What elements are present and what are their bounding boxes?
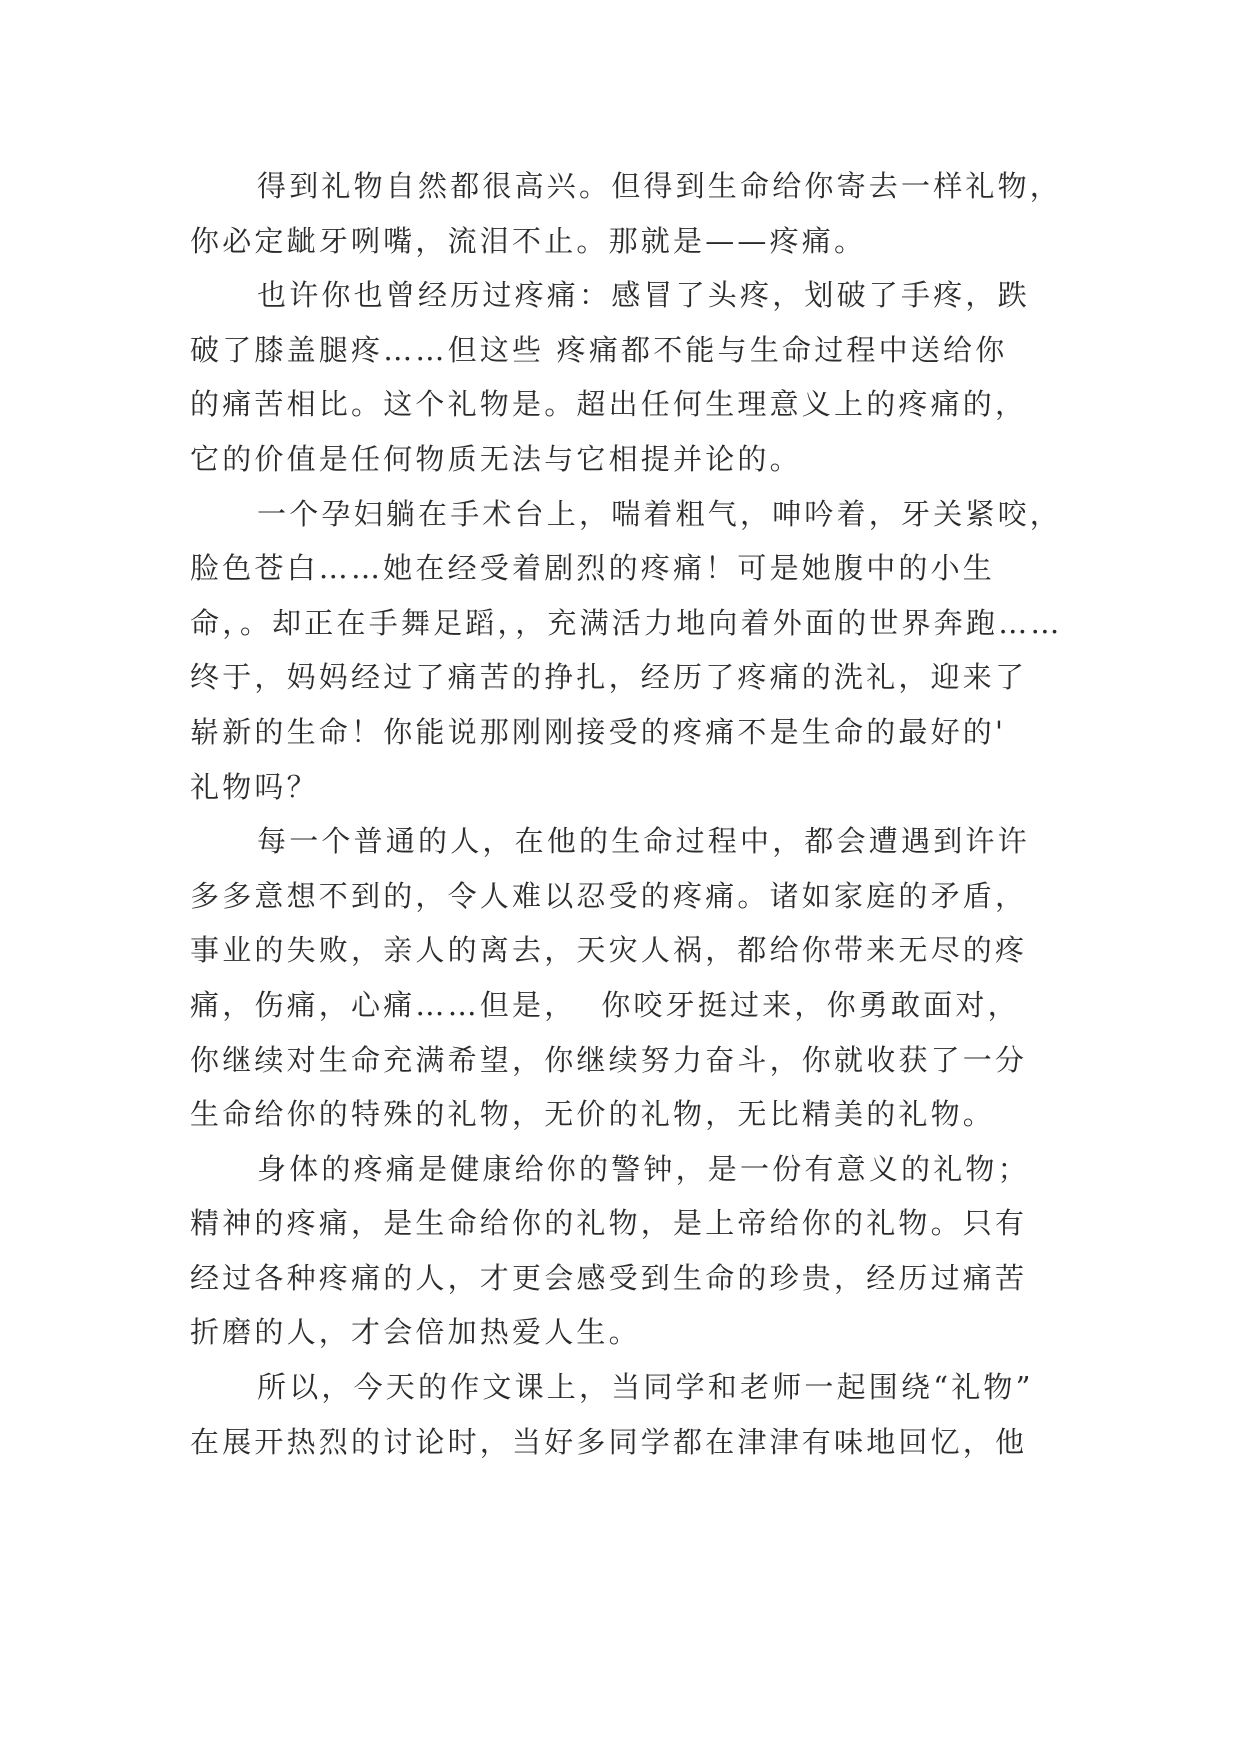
text-line: 它的价值是任何物质无法与它相提并论的。 xyxy=(190,441,802,476)
text-line: 崭新的生命！你能说那刚刚接受的疼痛不是生命的最好的' xyxy=(190,714,1007,749)
text-line: 身体的疼痛是健康给你的警钟，是一份有意义的礼物； xyxy=(257,1151,1030,1186)
text-line: 在展开热烈的讨论时，当好多同学都在津津有味地回忆，他 xyxy=(190,1424,1028,1459)
text-line: 一个孕妇躺在手术台上，喘着粗气，呻吟着，牙关紧咬， xyxy=(257,496,1063,531)
text-line: 也许你也曾经历过疼痛：感冒了头疼，划破了手疼，跌 xyxy=(257,278,1030,313)
text-line: 终于，妈妈经过了痛苦的挣扎，经历了疼痛的洗礼，迎来了 xyxy=(190,660,1028,695)
text-line: 每一个普通的人，在他的生命过程中，都会遭遇到许许 xyxy=(257,824,1030,859)
text-line: 多多意想不到的，令人难以忍受的疼痛。诸如家庭的矛盾， xyxy=(190,878,1028,913)
text-line: 的痛苦相比。这个礼物是。超出任何生理意义上的疼痛的， xyxy=(190,387,1028,422)
text-line: 你继续对生命充满希望，你继续努力奋斗，你就收获了一分 xyxy=(190,1042,1028,1077)
text-line: 痛，伤痛，心痛……但是， 你咬牙挺过来，你勇敢面对， xyxy=(190,987,1020,1022)
text-line: 脸色苍白……她在经受着剧烈的疼痛！可是她腹中的小生 xyxy=(190,551,996,586)
text-line: 破了膝盖腿疼……但这些 疼痛都不能与生命过程中送给你 xyxy=(190,332,1008,367)
text-line: 礼物吗？ xyxy=(190,769,319,804)
text-line: 折磨的人，才会倍加热爱人生。 xyxy=(190,1315,641,1350)
text-line: 精神的疼痛，是生命给你的礼物，是上帝给你的礼物。只有 xyxy=(190,1206,1028,1241)
text-line: 所以，今天的作文课上，当同学和老师一起围绕“礼物” xyxy=(257,1370,1034,1405)
essay-body xyxy=(190,159,1090,1469)
text-line: 事业的失败，亲人的离去，天灾人祸，都给你带来无尽的疼 xyxy=(190,933,1028,968)
text-line: 生命给你的特殊的礼物，无价的礼物，无比精美的礼物。 xyxy=(190,1097,996,1132)
text-line: 你必定龇牙咧嘴，流泪不止。那就是——疼痛。 xyxy=(190,223,867,258)
text-line: 命，。却正在手舞足蹈，，充满活力地向着外面的世界奔跑…… xyxy=(190,605,1063,640)
text-line: 经过各种疼痛的人，才更会感受到生命的珍贵，经历过痛苦 xyxy=(190,1260,1028,1295)
text-line: 得到礼物自然都很高兴。但得到生命给你寄去一样礼物， xyxy=(257,169,1063,203)
